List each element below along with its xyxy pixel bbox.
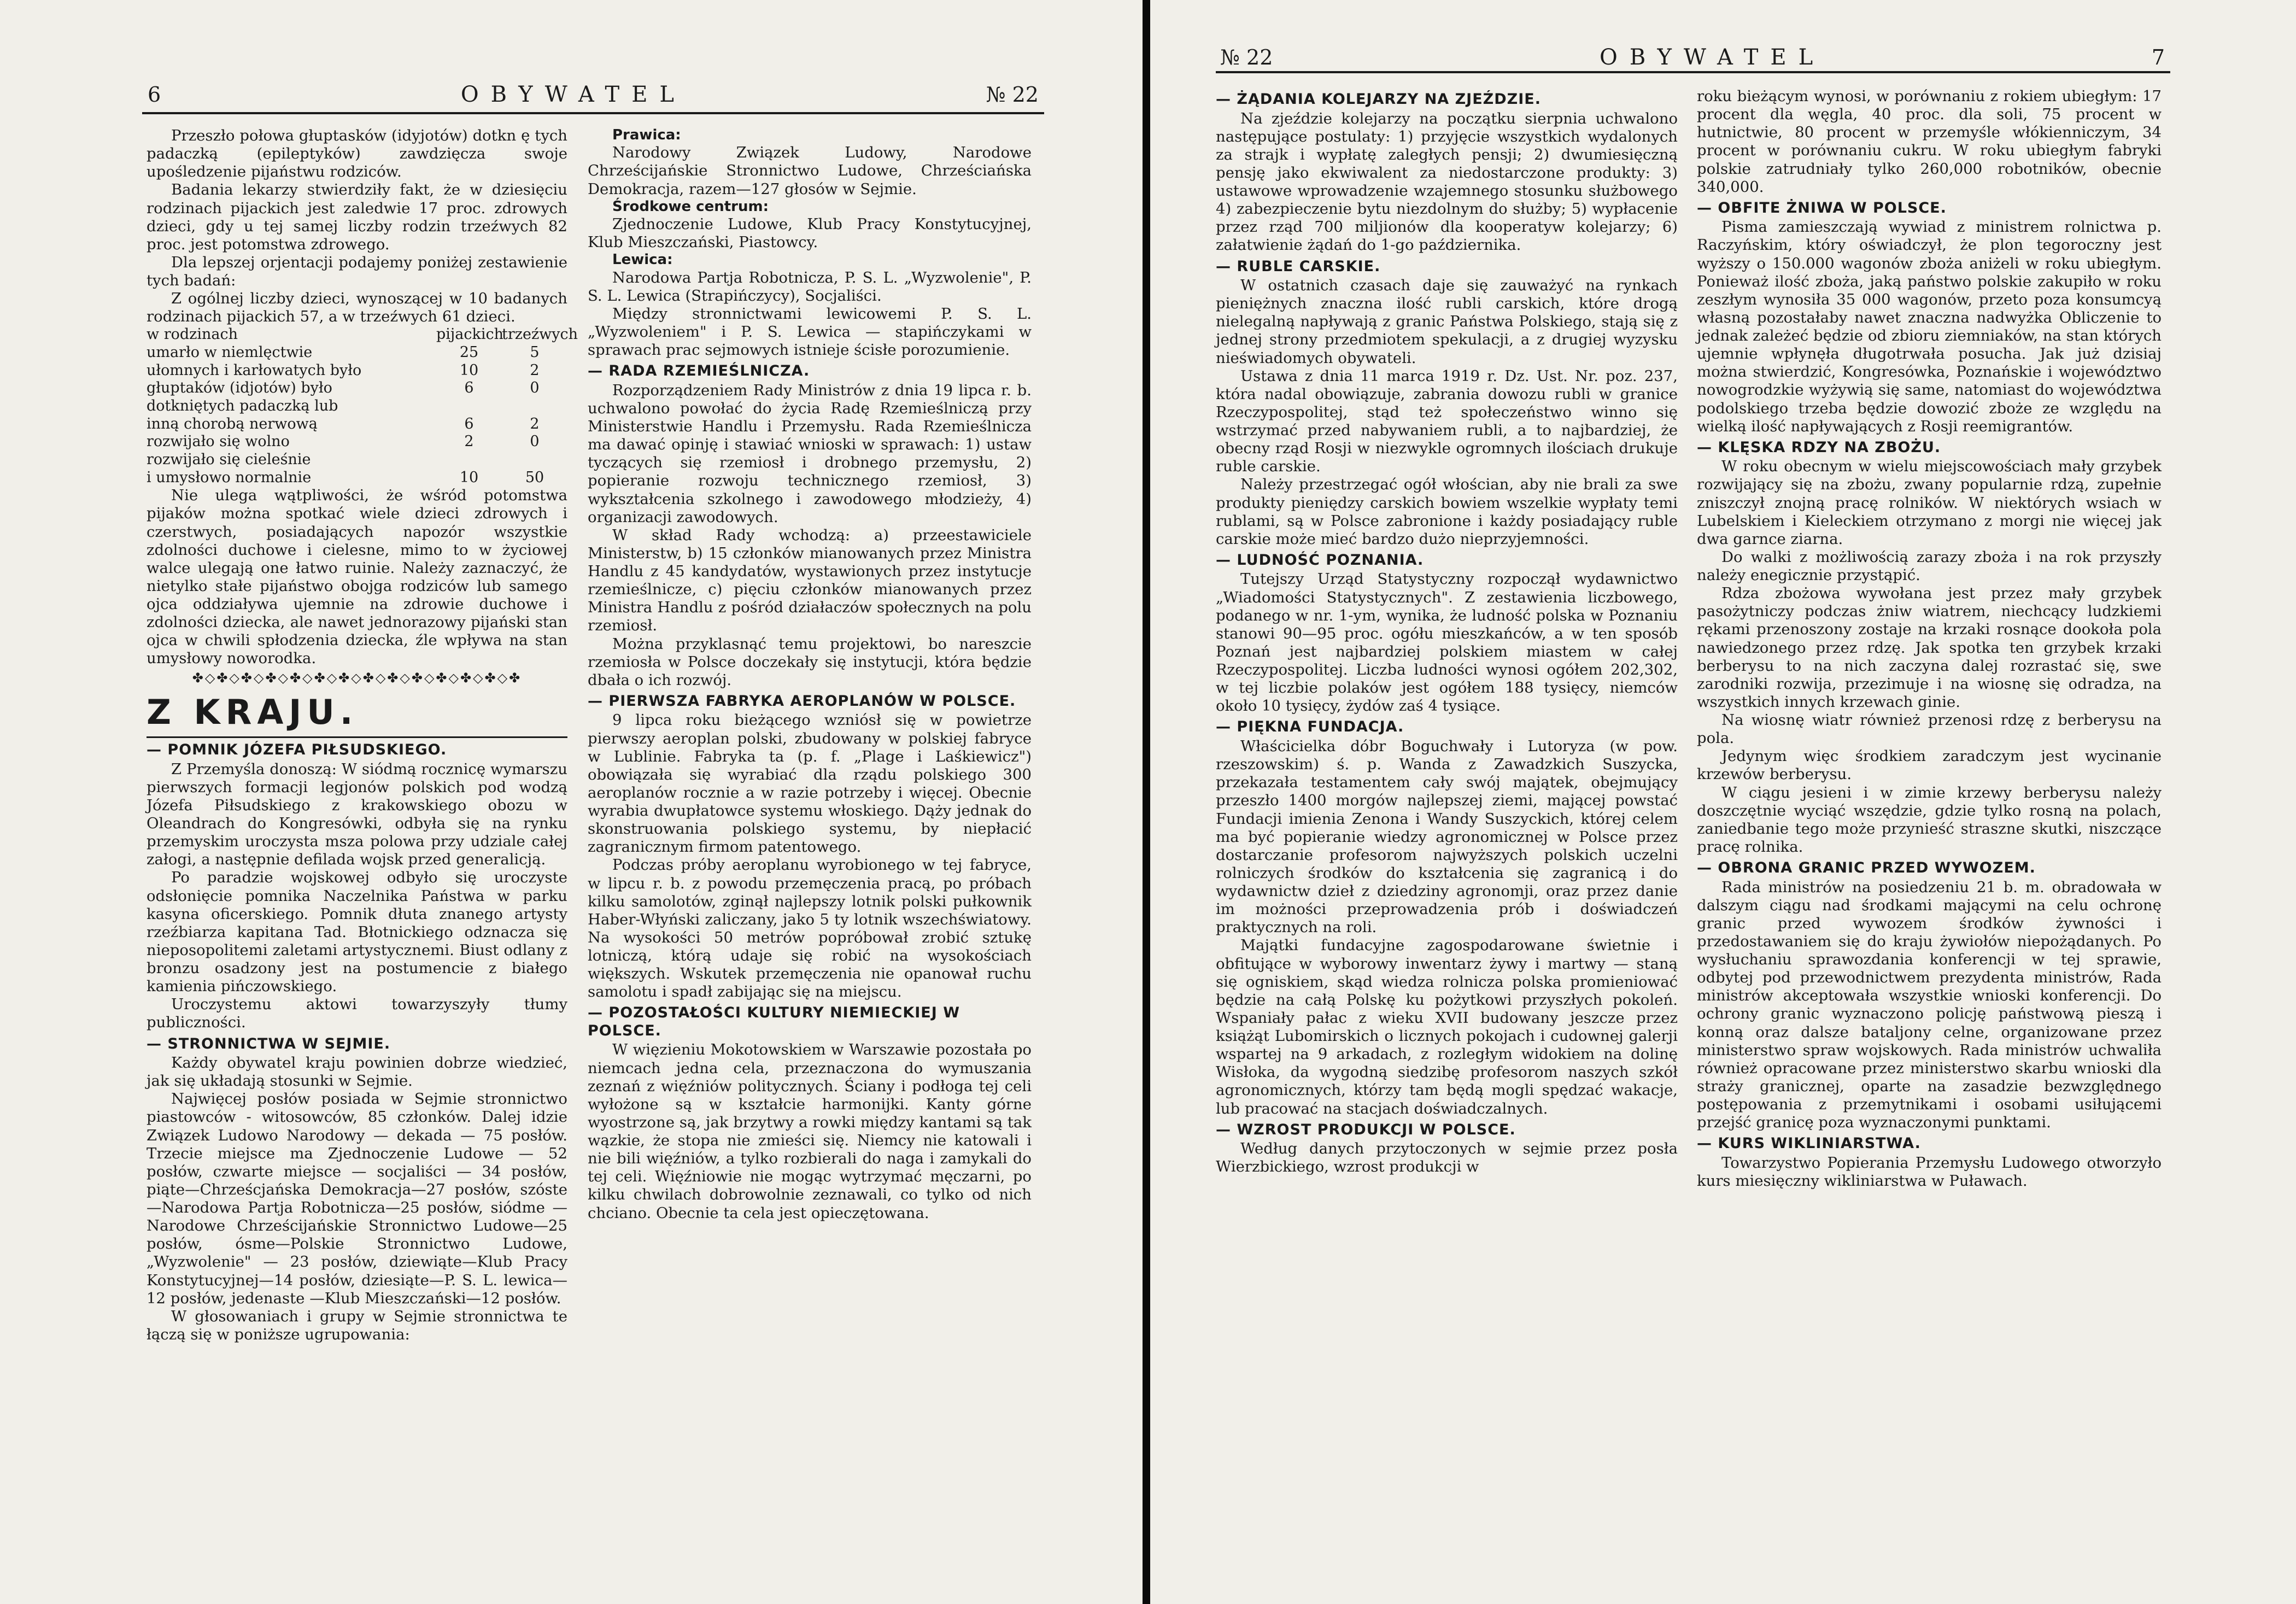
article-title: — RADA RZEMIEŚLNICZA. [588,362,810,380]
article-title: — RUBLE CARSKIE. [1216,257,1381,275]
paragraph: Narodowa Partja Robotnicza, P. S. L. „Wyzwolenie", P. S. L. Lewica (Strapińczycy), Socjaliści. [588,268,1032,305]
right-page [1150,0,2296,1604]
article-title: — LUDNOŚĆ POZNANIA. [1216,551,1424,569]
paragraph: Na wiosnę wiatr również przenosi rdzę z berberysu na pola. [1697,711,2162,747]
page-gutter [1143,0,1150,1604]
article-title: — POMNIK JÓZEFA PIŁSUDSKIEGO. [147,741,447,759]
paragraph: Z Przemyśla donoszą: W siódmą rocznicę wymarszu pierwszych formacji legjonów polskich pod wodzą Józefa Piłsudskiego z krakowskiego obozu w Oleandrach do Kongresówki, odbyła się na rynku przemyskim uroczysta msza polowa przy udziale całej załogi, a następnie defilada wojsk przed generalicją. [147,760,567,869]
paragraph: 9 lipca roku bieżącego wzniósł się w powietrze pierwszy aeroplan polski, zbudowany w polskiej fabryce w Lublinie. Fabryka ta (p. f. „Plage i Laśkiewicz") obowiązała się wyrabiać dla rządu polskiego 300 aeroplanów rocznie a w razie potrzeby i więcej. Obecnie wyrabia dwupłatowce systemu włoskiego. Dąży jednak do skonstruowania polskiego systemu, by niepłacić zagranicznym firmom patentowego. [588,711,1032,856]
paragraph: Po paradzie wojskowej odbyło się uroczyste odsłonięcie pomnika Naczelnika Państwa w parku kasyna oficerskiego. Pomnik dłuta znanego artysty rzeźbiarza kapitana Tad. Błotnickiego odznacza się nieposopolitemi zaletami artystycznemi. Biust odlany z bronzu osadzony jest na postumencie z białego kamienia pińczowskiego. [147,869,567,996]
page-number: 6 [148,83,161,107]
paragraph: W ostatnich czasach daje się zauważyć na rynkach pieniężnych znaczna ilość rubli carskich, które drogą nielegalną napływają z granic Państwa Polskiego, stają się z jednej strony przedmiotem spekulacji, a z drugiej wyzysku nieświadomych obywateli. [1216,277,1678,367]
paragraph: Należy przestrzegać ogół włościan, aby nie brali za swe produkty pieniędzy carskich bowiem wszelkie wypłaty temi rublami, są w Polsce zabronione i każdy posiadający ruble carskie może mieć bardzo dużo nieprzyjemności. [1216,476,1678,548]
table-row: dotkniętych padaczką lub [147,397,338,414]
paragraph: Przeszło połowa głuptasków (idyjotów) dotkn ę tych padaczką (epileptyków) zawdzięcza swoje upośledzenie pijaństwu rodziców. [147,127,567,181]
paragraph: Według danych przytoczonych w sejmie przez posła Wierzbickiego, wzrost produkcji w [1216,1140,1678,1176]
paragraph: Można przyklasnąć temu projektowi, bo nareszcie rzemiosła w Polsce doczekały się instytucji, która będzie dbała o ich rozwój. [588,635,1032,689]
section-title: Z KRAJU. [147,692,359,733]
left-page [0,0,1143,1604]
paragraph: W głosowaniach i grupy w Sejmie stronnictwa te łączą się w poniższe ugrupowania: [147,1307,567,1343]
article-title: — OBFITE ŻNIWA W POLSCE. [1697,199,1947,216]
paragraph: Na zjeździe kolejarzy na początku sierpnia uchwalono następujące postulaty: 1) przyjęcie wszystkich wydalonych za strajk i wypłatę zaległych pensji; 2) dwumiesięczną pensję jako ekwiwalent za niedostarczone produkty: 3) ustawowe wprowadzenie wzajemnego stosunku służbowego 4) zabezpieczenie bytu niezdolnym do służby; 5) wypłacenie przez rząd 700 miljionów dla kooperatyw kolejarzy; 6) załatwienie żądań do 1-go października. [1216,109,1678,254]
paragraph: roku bieżącym wynosi, w porównaniu z rokiem ubiegłym: 17 procent dla węgla, 40 proc. dla soli, 75 procent w hutnictwie, 80 procent w przemyśle włókienniczym, 34 procent w porównaniu cukru. W roku ubiegłym fabryki polskie zatrudniały tylko 260,000 robotników, obecnie 340,000. [1697,87,2162,196]
right-col-1 [1216,87,1678,1176]
table-row: i umysłowo normalnie 10 50 [147,469,544,486]
header-rule [1216,71,2170,73]
paragraph: Rada ministrów na posiedzeniu 21 b. m. obradowała w dalszym ciągu nad środkami mającymi na celu ochronę granic przed wywozem środków żywności i przedostawaniem się do kraju żywiołów niepożądanych. Po wysłuchaniu sprawozdania konferencji w tej sprawie, odbytej pod przewodnictwem prezydenta ministrów, Rada ministrów akceptowała wszystkie wnioski konferencji. Do ochrony granic wyznaczono policję państwową pieszą i konną oraz dalsze bataljony celne, organizowane przez ministerstwo spraw wojskowych. Rada ministrów uchwaliła również opracowane przez ministerstwo skarbu wnioski dla straży granicznej, oparte na zasadzie bezwzględnego postępowania z przemytnikami i osobami usiłującemi przejść granicę poza wyznaczonymi punktami. [1697,878,2162,1132]
left-page-header [148,82,1039,107]
paragraph: Do walki z możliwością zarazy zboża i na rok przyszły należy enegicznie przystąpić. [1697,548,2162,584]
paragraph: Narodowy Związek Ludowy, Narodowe Chrześcijańskie Stronnictwo Ludowe, Chrześciańska Demokracja, razem—127 głosów w Sejmie. [588,144,1032,198]
article-title: — OBRONA GRANIC PRZED WYWOZEM. [1697,859,2036,877]
article-title: — WZROST PRODUKCJI W POLSCE. [1216,1121,1516,1138]
paragraph: Najwięcej posłów posiada w Sejmie stronnictwo piastowców - witosowców, 85 członków. Dalej idzie Związek Ludowo Narodowy — dekada — 75 posłów. Trzecie miejsce ma Zjednoczenie Ludowe — 52 posłów, czwarte miejsce — socjaliści — 34 posłów, piąte—Chrześcjańska Demokracja—27 posłów, szóste—Narodowa Partja Robotnicza—25 posłów, siódme — Narodowe Chrześcijańskie Stronnictwo Ludowe—25 posłów, ósme—Polskie Stronnictwo Ludowe, „Wyzwolenie" — 23 posłów, dziewiąte—Klub Pracy Konstytucyjnej—14 posłów, dziesiąte—P. S. L. lewica—12 posłów, jedenaste —Klub Mieszczański—12 posłów. [147,1090,567,1307]
paragraph: Towarzystwo Popierania Przemysłu Ludowego otworzyło kurs miesięczny wikliniarstwa w Puławach. [1697,1154,2162,1190]
group-label: Środkowe centrum: [612,198,769,215]
paragraph: Dla lepszej orjentacji podajemy poniżej zestawienie tych badań: [147,253,567,289]
paragraph: W więzieniu Mokotowskiem w Warszawie pozostała po niemcach jedna cela, przeznaczona do wymuszania zeznań z więźniów politycznych. Ściany i podłoga tej celi wyłożone są w kształcie harmonijki. Kanty górne wyostrzone są, jak brzytwy a rowki między kantami są tak wązkie, że stopa nie zmieści się. Niemcy nie katowali i nie bili więźniów, a tylko rozbierali do naga i zamykali do tej celi. Więźniowie nie mogąc wytrzymać męczarni, po kilku chwilach dobrowolnie zeznawali, co tylko od nich chciano. Obecnie ta cela jest opieczętowana. [588,1041,1032,1222]
section-rule [147,736,567,738]
left-col-1 [147,127,578,1344]
issue-number: № 22 [1220,45,1273,69]
paragraph: Ustawa z dnia 11 marca 1919 r. Dz. Ust. Nr. poz. 237, która nadal obowiązuje, zabrania dowozu rubli w granice Rzeczypospolitej, stąd też społeczeństwo winno się wstrzymać przed nabywaniem rubli, a to najbardziej, że obecny rząd Rosji w niezwykle ogromnych ilościach drukuje ruble carskie. [1216,367,1678,476]
article-title: — KLĘSKA RDZY NA ZBOŻU. [1697,438,1941,456]
page-number: 7 [2151,45,2165,69]
right-page-header [1220,45,2165,70]
article-title: — ŻĄDANIA KOLEJARZY NA ZJEŹDZIE. [1216,91,1541,108]
table-row: rozwijało się cieleśnie [147,450,311,468]
paragraph: Pisma zamieszczają wywiad z ministrem rolnictwa p. Raczyńskim, który oświadczył, że plon tegoroczny jest wyższy o 150.000 wagonów zboża aniżeli w roku ubiegłym. Ponieważ ilość zboża, jaką państwo polskie zakupiło w roku zeszłym wynosiła 35 000 wagonów, przeto poza konsumcyą własną pozostałaby nawet znaczna nadwyżka Obliczenie to jednak zależeć będzie od zbioru ziemniaków, na stan których ujemnie wpłynęła długotrwała posucha. Jak już dzisiaj można stwierdzić, Kongresówka, Poznańskie i województwo nowogrodzkie wyżywią się same, natomiast do województwa podolskiego trzeba będzie dowozić zboże ze względu na wielką ilość napływających z Rosji reemigrantów. [1697,218,2162,435]
article-title: — KURS WIKLINIARSTWA. [1697,1135,1921,1152]
paragraph: Każdy obywatel kraju powinien dobrze wiedzieć, jak się układają stosunki w Sejmie. [147,1054,567,1090]
masthead: OBYWATEL [460,82,686,107]
article-title: — PIERWSZA FABRYKA AEROPLANÓW W POLSCE. [588,692,1016,710]
paragraph: Badania lekarzy stwierdziły fakt, że w dziesięciu rodzinach pijackich jest zaledwie 17 proc. zdrowych dzieci, gdy u tej samej liczby rodzin trzeźwych 82 proc. jest potomstwa zdrowego. [147,181,567,253]
statistics-table [147,326,578,487]
paragraph: Nie ulega wątpliwości, że wśród potomstwa pijaków można spotkać wiele dzieci zdrowych i czerstwych, posiadających napozór wszystkie zdolności duchowe i cielesne, mimo to w życiowej walce ulegają one łatwo ruinie. Należy zaznaczyć, że nietylko stałe pijaństwo obojga rodziców lub samego ojca oddziaływa ujemnie na zdrowie duchowe i zdolności dziecka, ale nawet jednorazowy pijański stan ojca w chwili spłodzenia dziecka, źle wpływa na stan umysłowy noworodka. [147,487,567,668]
issue-number: № 22 [986,83,1039,107]
paragraph: Właścicielka dóbr Boguchwały i Lutoryza (w pow. rzeszowskim) ś. p. Wanda z Zawadzkich Suszycka, przekazała testamentem cały swój majątek, obejmujący przeszło 1400 morgów najlepszej ziemi, mającej powstać Fundacji imienia Zenona i Wandy Suszyckich, której celem ma być popieranie wiedzy agronomicznej w Polsce przez dostarczanie profesorom najwyższych polskich uczelni rolniczych środków do kształcenia się zagranicą i do wydawnictw dzieł z dziedziny agronomji, oraz przez danie im możności przeprowadzenia prób i doświadczeń praktycznych na roli. [1216,737,1678,936]
ornament-divider: ✤◇✤◇✤◇✤◇✤◇✤◇✤◇✤◇✤◇✤◇✤◇✤◇✤◇✤ [192,670,522,686]
group-label: Lewica: [612,251,673,268]
paragraph: Rdza zbożowa wywołana jest przez mały grzybek pasożytniczy podczas żniw wiatrem, niechcący ludzkiemi rękami przenoszony zostaje na krzaki rosnące dookoła pola nawiedzonego przez rdzę. Jak spotka ten grzybek krzaki berberysu to na nich zaczyna dalej rozrastać się, swe zarodniki rozwija, przezimuje i na wiosnę się odradza, na wszystkich innych krzewach ginie. [1697,584,2162,711]
table-row: głuptaków (idjotów) było 6 0 [147,379,540,397]
article-title: — POZOSTAŁOŚCI KULTURY NIEMIECKIEJ W POLSCE. [588,1004,960,1039]
paragraph: Rozporządzeniem Rady Ministrów z dnia 19 lipca r. b. uchwalono powołać do życia Radę Rzemieślniczą przy Ministerstwie Handlu i Przemysłu. Rada Rzemieślnicza ma dawać opinję i stawiać wnioski w sprawach: 1) ustaw tyczących się rzemiosł i drobnego przemysłu, 2) popieranie rozwoju technicznego rzemiosł, 3) wykształcenia szkolnego i zawodowego młodzieży, 4) organizacji zawodowych. [588,381,1032,526]
table-header-row: w rodzinach pijackich trzeźwych [147,326,578,343]
paragraph: Tutejszy Urząd Statystyczny rozpoczął wydawnictwo „Wiadomości Statystycznych". Z zestawienia liczbowego, podanego w nr. 1-ym, wynika, że ludność polska w Poznaniu stanowi 90—95 proc. ogółu mieszkańców, a w ten sposób Poznań jest najbardziej polskiem miastem w całej Rzeczypospolitej. Liczba ludności wynosi ogółem 202,302, w tej liczbie polaków jest ogółem 188 tysięcy, niemców około 10 tysięcy, żydów zaś 4 tysiące. [1216,570,1678,715]
article-title: — STRONNICTWA W SEJMIE. [147,1035,391,1052]
paragraph: W ciągu jesieni i w zimie krzewy berberysu należy doszczętnie wyciąć wszędzie, gdzie tylko rosną na polach, zaniedbanie tego może przynieść straszne skutki, niszczące pracę rolnika. [1697,783,2162,856]
paragraph: Z ogólnej liczby dzieci, wynoszącej w 10 badanych rodzinach pijackich 57, a w trzeźwych 61 dzieci. [147,290,567,326]
paragraph: Podczas próby aeroplanu wyrobionego w tej fabryce, w lipcu r. b. z powodu przemęczenia pracą, po próbach kilku samolotów, zginął najlepszy lotnik polski pułkownik Haber-Włyński zaliczany, jako 5 ty lotnik wszechświatowy. Na wysokości 50 metrów popróbował zrobić sztukę lotniczą, którą udaje się robić na wysokościach większych. Wskutek przemęczenia nie opanował ruchu samolotu i spadł zabijając się na miejscu. [588,856,1032,1001]
table-row: inną chorobą nerwową 6 2 [147,415,540,432]
table-row: rozwijało się wolno 2 0 [147,433,540,450]
paragraph: Między stronnictwami lewicowemi P. S. L. „Wyzwoleniem" i P. S. Lewica — stapińczykami w sprawach prac sejmowych istnieje ścisłe porozumienie. [588,305,1032,359]
group-label: Prawica: [612,127,681,143]
masthead: OBYWATEL [1600,45,1825,70]
article-title: — PIĘKNA FUNDACJA. [1216,718,1404,736]
left-col-2 [588,127,1032,1222]
table-row: umarło w niemlęctwie 25 5 [147,344,540,361]
paragraph: Majątki fundacyjne zagospodarowane świetnie i obfitujące w wyborowy inwentarz żywy i martwy — staną się ogniskiem, skąd wiedza rolnicza polska promieniować będzie na całą Polskę ku pożytkowi przyszłych pokoleń. Wspaniały pałac z wieku XVII budowany jeszcze przez książąt Lubomirskich o licznych pokojach i cudownej galerji wspartej na 9 arkadach, z rozległym widokiem na dolinę Wisłoka, da wygodną siedzibę profesorom naszych szkół agronomicznych, którzy tam będą mogli spędzać wakacje, lub pracować na stacjach doświadczalnych. [1216,936,1678,1117]
paragraph: W skład Rady wchodzą: a) przeestawiciele Ministerstw, b) 15 członków mianowanych przez Ministra Handlu z 45 kandydatów, wystawionych przez instytucje rzemieślnicze, c) pięciu członków mianowanych przez Ministra Handlu z pośród działaczów społecznych na polu rzemiosł. [588,526,1032,635]
paragraph: Zjednoczenie Ludowe, Klub Pracy Konstytucyjnej, Klub Mieszczański, Piastowcy. [588,215,1032,251]
paragraph: W roku obecnym w wielu miejscowościach mały grzybek rozwijający się na zbożu, zwany popularnie rdzą, zupełnie zniszczył znojną pracę rolników. W niektórych wsiach w Lubelskiem i Kieleckiem otrzymano z morgi nie więcej jak dwa garnce ziarna. [1697,458,2162,548]
table-row: ułomnych i karłowatych było 10 2 [147,361,540,379]
paragraph: Jedynym więc środkiem zaradczym jest wycinanie krzewów berberysu. [1697,747,2162,783]
header-rule [142,112,1044,114]
paragraph: Uroczystemu aktowi towarzyszyły tłumy publiczności. [147,996,567,1032]
right-col-2 [1697,87,2162,1190]
